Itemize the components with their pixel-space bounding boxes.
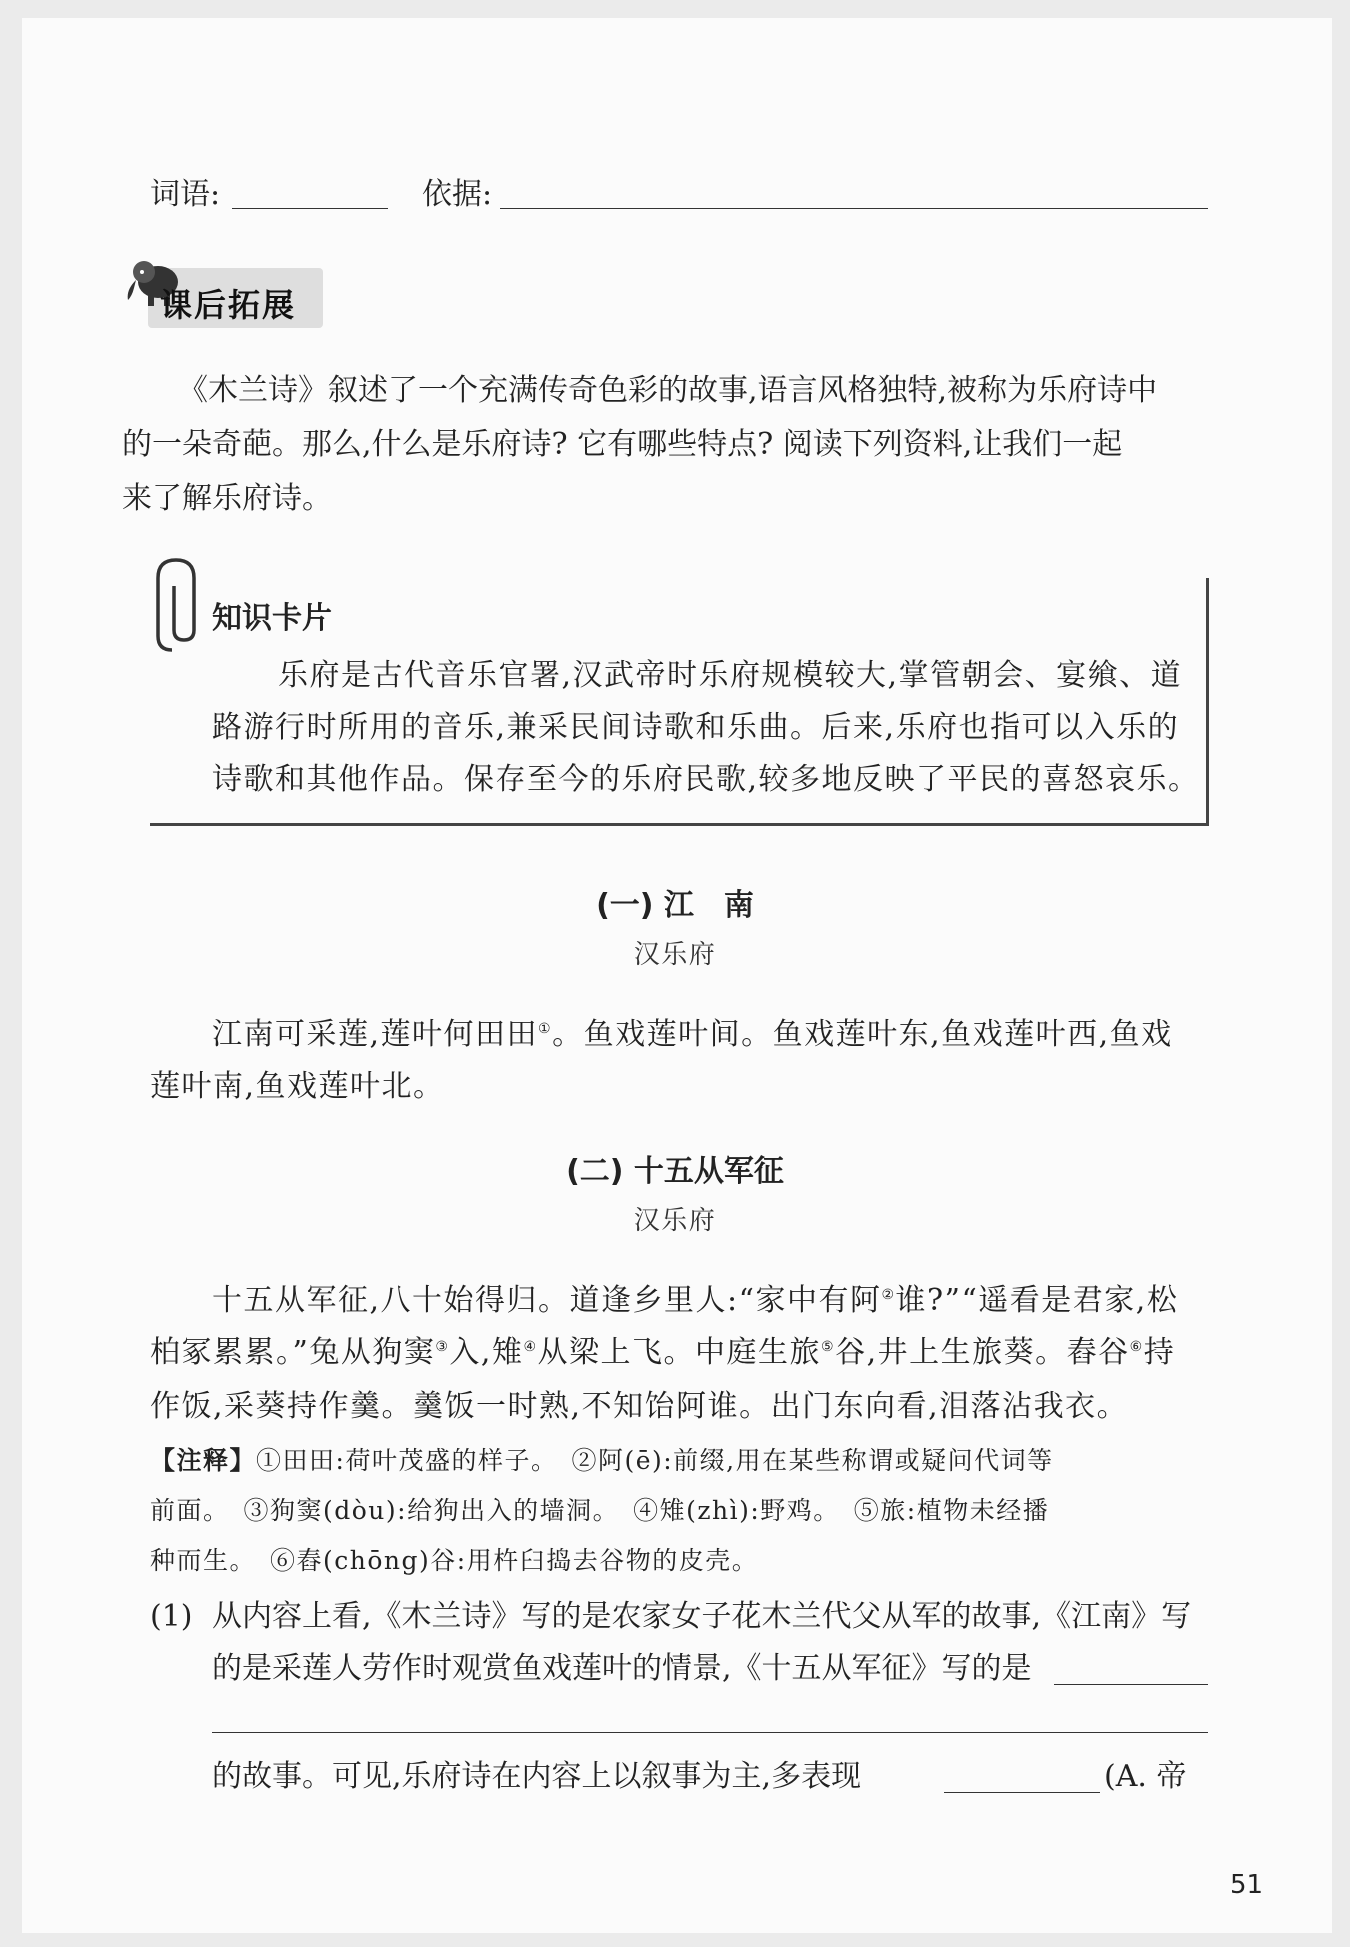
paperclip-icon <box>152 552 208 656</box>
word-blank[interactable] <box>232 188 388 209</box>
question-line-4b: (A. 帝 <box>1104 1759 1187 1794</box>
poem2-l1-b: 谁?”“遥看是君家,松 <box>895 1283 1179 1318</box>
poem2-title: (二) 十五从军征 <box>566 1154 784 1189</box>
poem1-title: (一) 江 南 <box>596 888 754 923</box>
poem2-line-2 <box>150 1326 1175 1380</box>
notes-line-3: 种而生。 ⑥舂(chōng)谷:用杵臼捣去谷物的皮壳。 <box>150 1546 759 1575</box>
notes-text-1: ①田田:荷叶茂盛的样子。 ②阿(ē):前缀,用在某些称谓或疑问代词等 <box>256 1446 1054 1475</box>
poem2-l1-a: 十五从军征,八十始得归。道逢乡里人:“家中有阿 <box>212 1283 882 1318</box>
poem2-l2-c: 从梁上飞。中庭生旅 <box>537 1335 822 1370</box>
answer-blank-1[interactable] <box>1054 1664 1208 1685</box>
section-title: 课后拓展 <box>160 286 297 324</box>
poem1-line-1 <box>212 1008 1173 1062</box>
poem2-l2-e: 持 <box>1143 1335 1176 1370</box>
intro-line-2: 的一朵奇葩。那么,什么是乐府诗? 它有哪些特点? 阅读下列资料,让我们一起 <box>122 427 1123 462</box>
footnote-1: ① <box>538 1021 553 1037</box>
card-line-1: 乐府是古代音乐官署,汉武帝时乐府规模较大,掌管朝会、宴飨、道 <box>278 658 1183 693</box>
section-badge <box>118 250 328 330</box>
knowledge-card-title: 知识卡片 <box>212 601 332 636</box>
notes-line-2: 前面。 ③狗窦(dòu):给狗出入的墙洞。 ④雉(zhì):野鸡。 ⑤旅:植物未经播 <box>150 1496 1050 1525</box>
poem2-l2-d: 谷,井上生旅葵。舂谷 <box>835 1335 1130 1370</box>
intro-line-3: 来了解乐府诗。 <box>122 481 332 516</box>
question-line-1: 从内容上看,《木兰诗》写的是农家女子花木兰代父从军的故事,《江南》写 <box>212 1599 1192 1634</box>
answer-blank-2[interactable] <box>212 1722 1208 1733</box>
card-line-3: 诗歌和其他作品。保存至今的乐府民歌,较多地反映了平民的喜怒哀乐。 <box>212 762 1200 797</box>
footnote-3: ③ <box>435 1339 450 1355</box>
poem2-l2-b: 入,雉 <box>449 1335 524 1370</box>
footnote-5: ⑤ <box>821 1339 836 1355</box>
word-label: 词语: <box>150 177 221 212</box>
footnote-2: ② <box>881 1287 896 1303</box>
notes-line-1 <box>150 1436 1054 1486</box>
poem1-line-2: 莲叶南,鱼戏莲叶北。 <box>150 1069 445 1104</box>
notes-label: 【注释】 <box>150 1446 257 1475</box>
page-number: 51 <box>1230 1870 1264 1900</box>
poem2-line-3: 作饭,采葵持作羹。羹饭一时熟,不知饴阿谁。出门东向看,泪落沾我衣。 <box>150 1389 1129 1424</box>
question-line-4a: 的故事。可见,乐府诗在内容上以叙事为主,多表现 <box>212 1759 862 1794</box>
intro-line-1: 《木兰诗》叙述了一个充满传奇色彩的故事,语言风格独特,被称为乐府诗中 <box>178 373 1158 408</box>
basis-label: 依据: <box>422 177 493 212</box>
poem1-text-a: 江南可采莲,莲叶何田田 <box>212 1017 539 1052</box>
poem1-author: 汉乐府 <box>633 940 717 970</box>
poem2-line-1 <box>212 1274 1178 1328</box>
question-number: (1) <box>150 1599 193 1634</box>
poem1-text-b: 。鱼戏莲叶间。鱼戏莲叶东,鱼戏莲叶西,鱼戏 <box>552 1017 1173 1052</box>
poem2-l2-a: 柏冢累累。”兔从狗窦 <box>150 1335 436 1370</box>
footnote-4: ④ <box>523 1339 538 1355</box>
basis-blank[interactable] <box>500 188 1208 209</box>
card-line-2: 路游行时所用的音乐,兼采民间诗歌和乐曲。后来,乐府也指可以入乐的 <box>212 710 1180 745</box>
poem2-author: 汉乐府 <box>633 1206 717 1236</box>
question-line-2: 的是采莲人劳作时观赏鱼戏莲叶的情景,《十五从军征》写的是 <box>212 1651 1032 1686</box>
answer-blank-3[interactable] <box>944 1772 1100 1793</box>
footnote-6: ⑥ <box>1129 1339 1144 1355</box>
